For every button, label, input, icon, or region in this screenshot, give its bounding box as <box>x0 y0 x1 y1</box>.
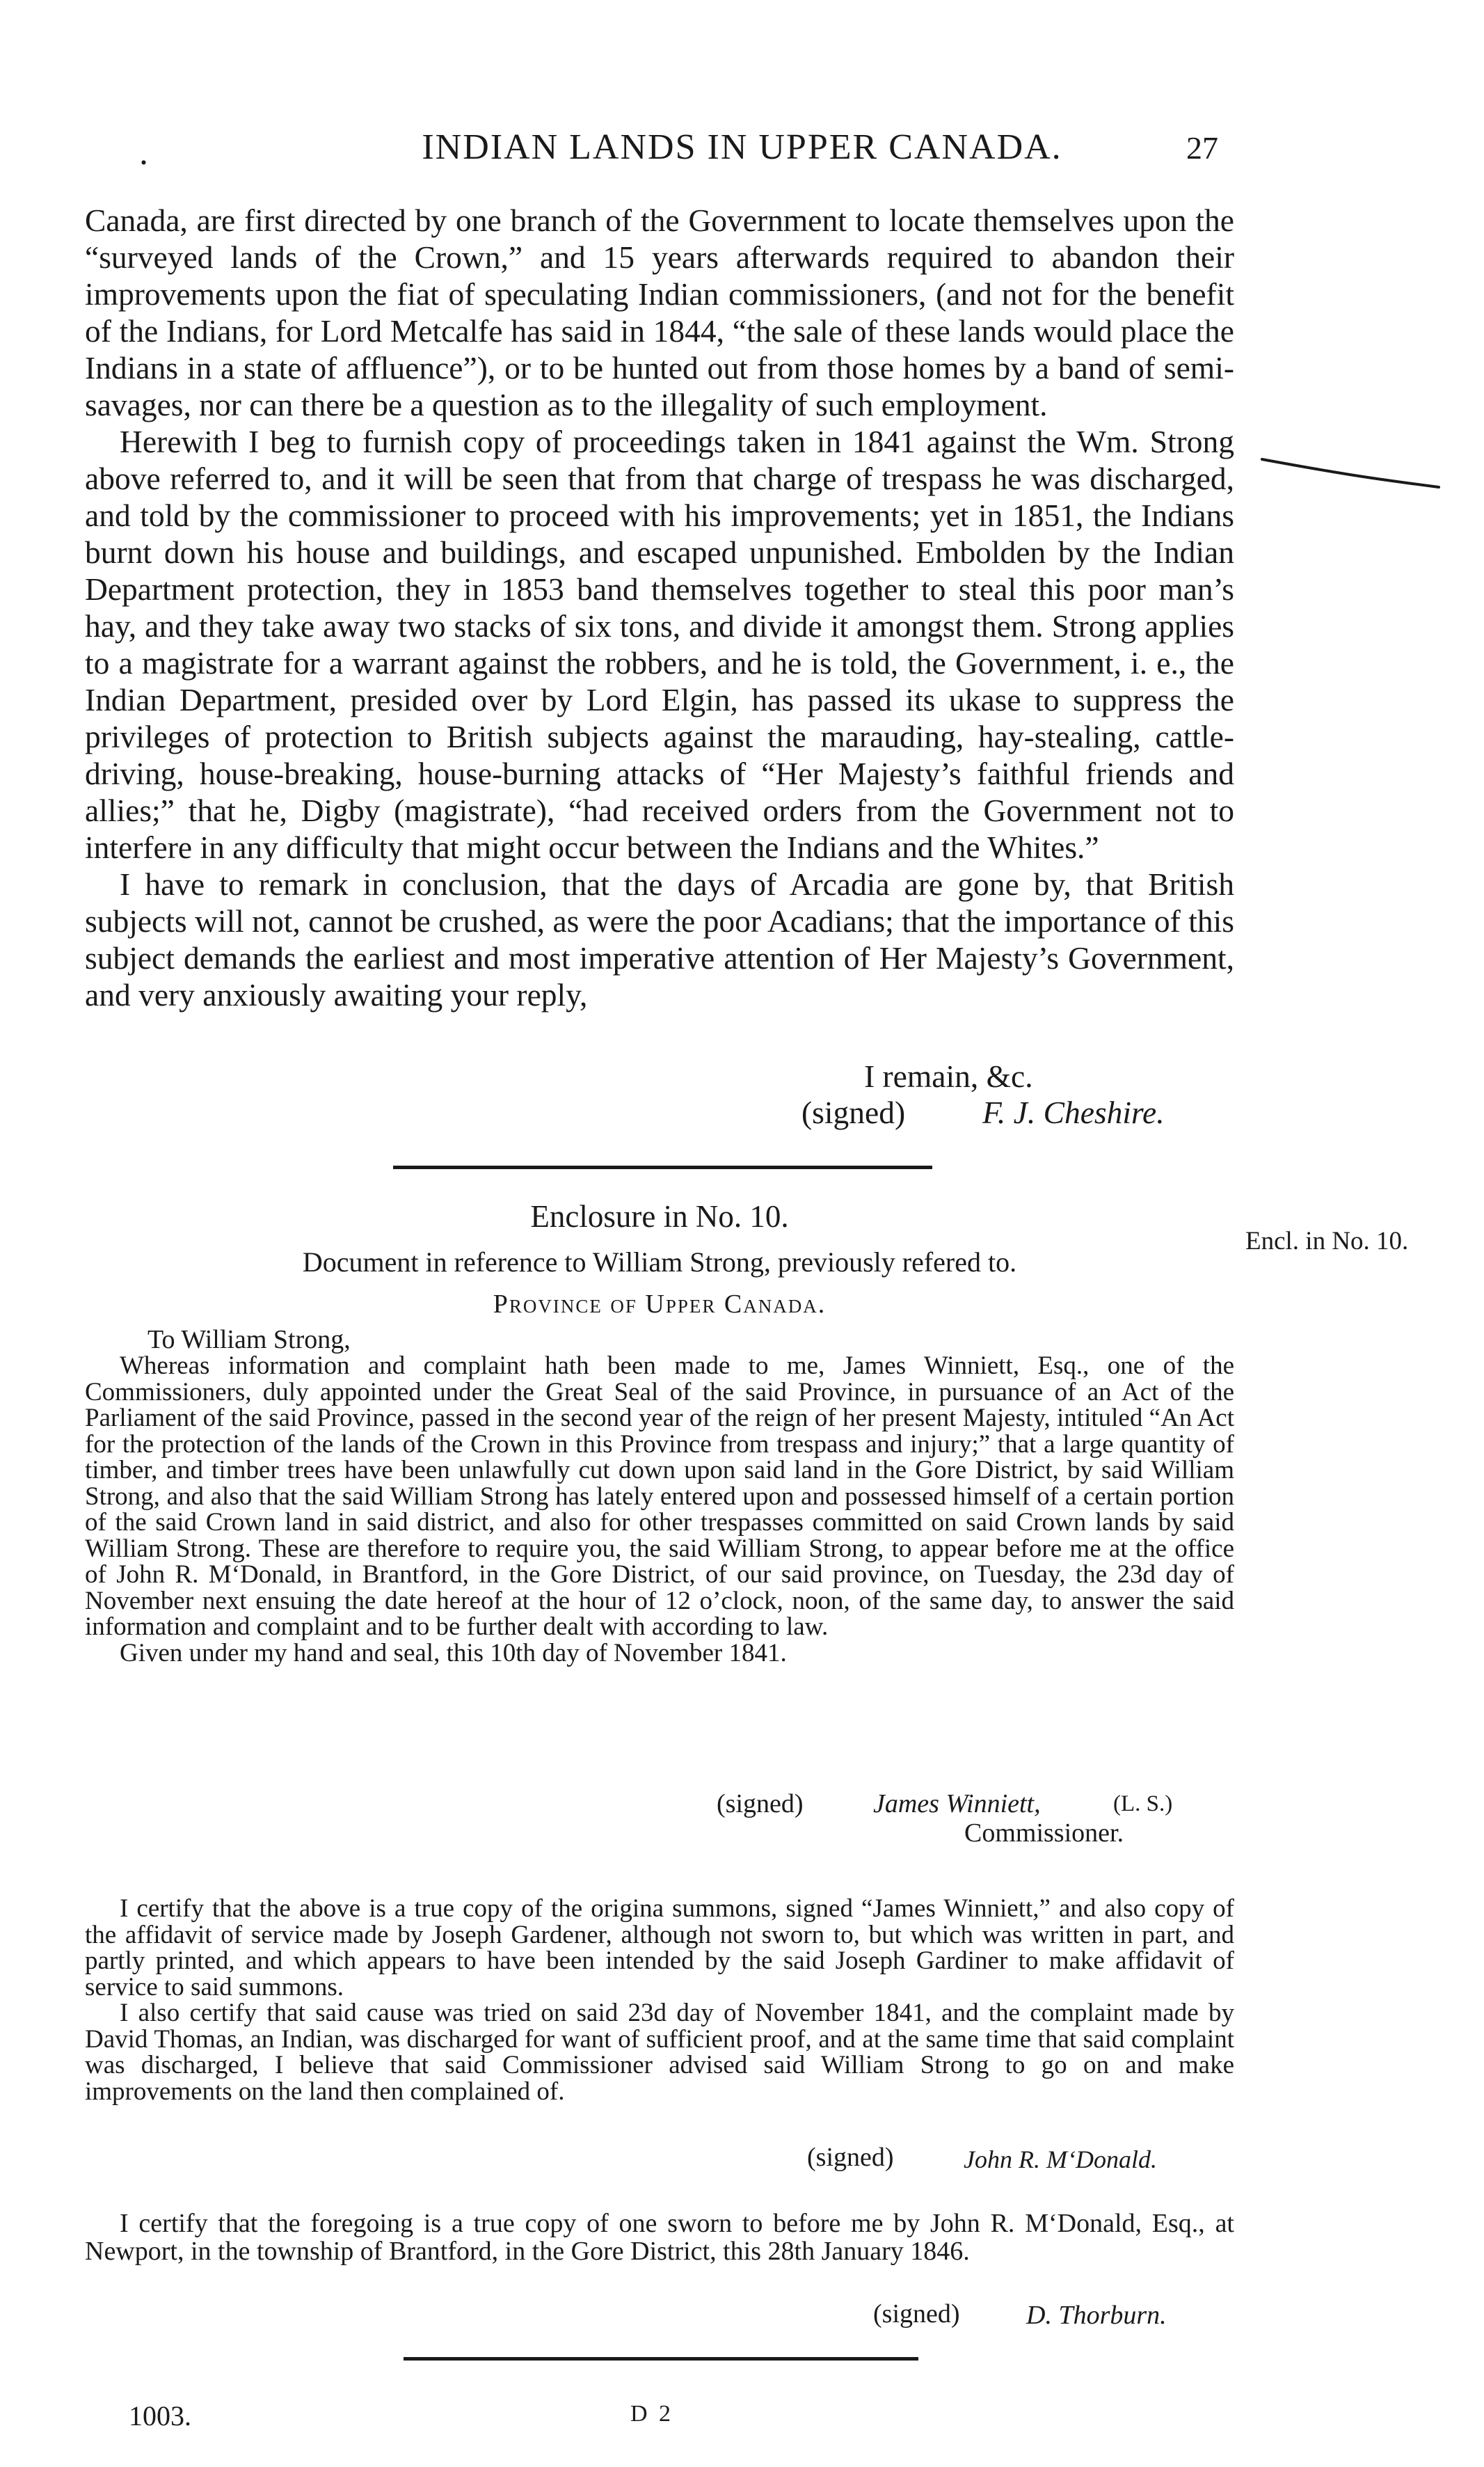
final-certification <box>85 2210 1234 2265</box>
margin-pencil-mark <box>1259 451 1442 493</box>
letter-body <box>85 202 1234 1013</box>
summons-paragraph: Given under my hand and seal, this 10th day of November 1841. <box>120 1638 787 1667</box>
letter-signature: F. J. Cheshire. <box>982 1095 1165 1130</box>
summons-text <box>85 1353 1234 1666</box>
enclosure-subheading: Document in reference to William Strong, previously refered to. <box>302 1246 1017 1278</box>
mcdonald-signed-label: (signed) <box>807 2143 894 2172</box>
final-certify-paragraph: I certify that the foregoing is a true copy of one sworn to before me by John R. M‘Donald, Esq., at Newport, in the township of Brantford, in the Gore District, this 28th January 1846. <box>85 2209 1234 2266</box>
enclosure-heading: Enclosure in No. 10. <box>530 1199 789 1234</box>
header-dot: . <box>139 133 148 173</box>
divider-rule <box>393 1166 932 1169</box>
certification-text <box>85 1896 1234 2104</box>
summons-signed-label: (signed) <box>717 1789 804 1818</box>
letter-paragraph: Herewith I beg to furnish copy of proceedings taken in 1841 against the Wm. Strong above referred to, and it will be seen that from that charge of trespass he was discharged, and told by the commissioner to proceed with his improvements; yet in 1851, the Indians burnt down his house and buildings, and escaped unpunished. Embolden by the Indian Department protection, they in 1853 band themselves together to steal this poor man’s hay, and they take away two stacks of six tons, and divide it amongst them. Strong applies to a magistrate for a warrant against the robbers, and he is told, the Government, i. e., the Indian Department, presided over by Lord Elgin, has passed its ukase to suppress the privileges of protection to British subjects against the marauding, hay-stealing, cattle-driving, house-breaking, house-burning attacks of “Her Majesty’s faithful friends and allies;” that he, Digby (magistrate), “had received orders from the Government not to interfere in any difficulty that might occur between the Indians and the Whites.” <box>85 424 1234 865</box>
closing-rule <box>404 2357 918 2361</box>
footer-number: 1003. <box>129 2400 191 2432</box>
running-head-title: INDIAN LANDS IN UPPER CANADA. <box>422 127 1062 167</box>
certify-paragraph: I also certify that said cause was tried on said 23d day of November 1841, and the complaint made by David Thomas, an Indian, was discharged for want of sufficient proof, and at the same time that said complaint was discharged, I believe that said Commissioner advised said William Strong to go on and make improvements on the land then complained of. <box>85 1999 1234 2106</box>
letter-closing: I remain, &c. <box>864 1058 1033 1094</box>
letter-signed-label: (signed) <box>801 1095 906 1130</box>
summons-paragraph: Whereas information and complaint hath been made to me, James Winniett, Esq., one of the Commissioners, duly appointed under the Great Seal of the said Province, in pursuance of an Act of the Parliament of the said Province, passed in the second year of the reign of her present Majesty, intituled “An Act for the protection of the lands of the Crown in this Province from trespass and injury;” that a large quantity of timber, and timber trees have been unlawfully cut down upon said land in the Gore District, by said William Strong, and also that the said William Strong has lately entered upon and possessed himself of a certain portion of the said Crown land in said district, and also for other trespasses committed on said Crown lands by said William Strong. These are therefore to require you, the said William Strong, to appear before me at the office of John R. M‘Donald, in Brantford, in the Gore District, of our said province, on Tuesday, the 23d day of November next ensuing the date hereof at the hour of 12 o’clock, noon, of the same day, to answer the said information and complaint and to be further dealt with according to law. <box>85 1351 1234 1641</box>
letter-paragraph: I have to remark in conclusion, that the days of Arcadia are gone by, that British subjects will not, cannot be crushed, as were the poor Acadians; that the importance of this subject demands the earliest and most imperative attention of Her Majesty’s Government, and very anxiously awaiting your reply, <box>85 866 1234 1013</box>
certify-paragraph: I certify that the above is a true copy of the origina summons, signed “James Winniett,” and also copy of the affidavit of service made by Joseph Gardener, although not sworn to, but which was written in part, and partly printed, and which appears to have been intended by the said Joseph Gardiner to make affidavit of service to said summons. <box>85 1894 1234 2001</box>
mcdonald-signature: John R. M‘Donald. <box>964 2145 1157 2173</box>
seal-mark: (L. S.) <box>1113 1791 1173 1816</box>
summons-signature: James Winniett, <box>873 1789 1041 1818</box>
margin-note: Encl. in No. 10. <box>1245 1227 1409 1255</box>
letter-paragraph: Canada, are first directed by one branch of the Government to locate themselves upon the “surveyed lands of the Crown,” and 15 years afterwards required to abandon their improvements upon the fiat of speculating Indian commissioners, (and not for the benefit of the Indians, for Lord Metcalfe has said in 1844, “the sale of these lands would place the Indians in a state of affluence”), or to be hunted out from those homes by a band of semi-savages, nor can there be a question as to the illegality of such employment. <box>85 203 1234 422</box>
signature-mark: D 2 <box>630 2401 674 2427</box>
thorburn-signature: D. Thorburn. <box>1026 2301 1167 2330</box>
commissioner-title: Commissioner. <box>964 1818 1124 1848</box>
province-heading: Province of Upper Canada. <box>493 1290 827 1319</box>
page-number: 27 <box>1186 130 1218 166</box>
thorburn-signed-label: (signed) <box>873 2299 960 2329</box>
addressee: To William Strong, <box>147 1325 351 1354</box>
